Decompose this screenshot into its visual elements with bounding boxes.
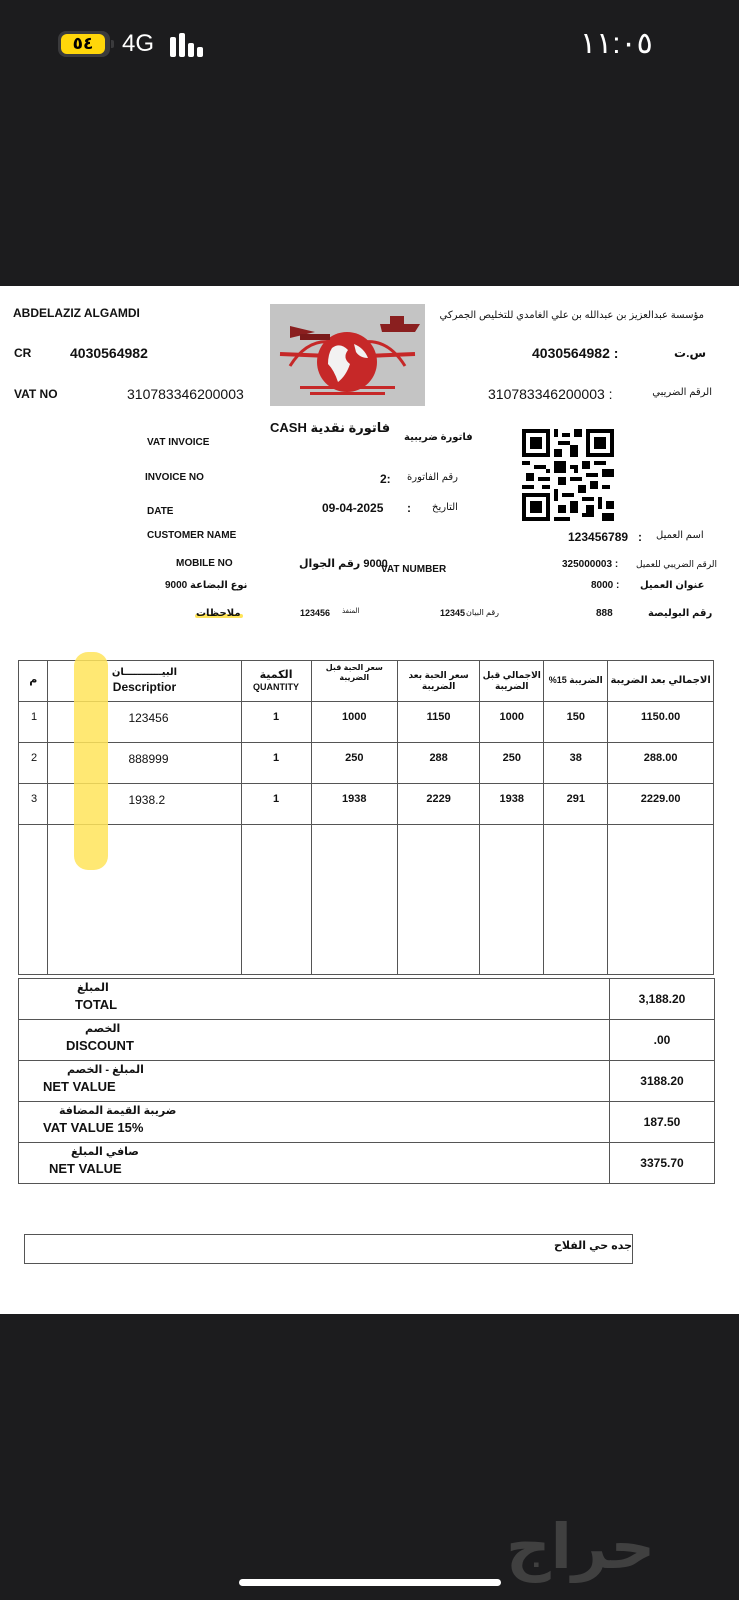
row-description: 123456 (48, 702, 241, 743)
row-description: 888999 (48, 743, 241, 784)
col-unit-pre-tax-header: سعر الحبة قبل الضريبة (311, 661, 397, 702)
customer-name-label-ar: اسم العميل (656, 530, 704, 541)
company-name-en: ABDELAZIZ ALGAMDI (13, 306, 140, 320)
total-label-ar: المبلغ (77, 982, 109, 994)
col-quantity-header: الكمية QUANTITY (241, 661, 311, 702)
mobile-value: 9000 رقم الجوال (299, 558, 388, 570)
total-value: 3,188.20 (610, 979, 715, 1020)
table-row (19, 743, 714, 784)
vat-label-ar: الرقم الضريبي (652, 387, 712, 398)
row-unit-post-tax: 2229 (397, 784, 479, 825)
customer-vat-value: 325000003 : (562, 559, 619, 570)
totals-table (18, 978, 715, 1184)
vat-value-label-ar: ضريبة القيمة المضافة (59, 1105, 177, 1117)
col-total-post-tax-header: الاجمالي بعد الضريبة (608, 661, 714, 702)
invoice-no-label-ar: رقم الفاتورة (407, 472, 458, 483)
row-index: 3 (19, 784, 48, 825)
customer-vat-label-ar: الرقم الضريبي للعميل (636, 559, 718, 569)
company-name-ar: مؤسسة عبدالعزيز بن عبدالله بن علي الغامدي للتخليص الجمركي (439, 310, 704, 321)
row-quantity: 1 (241, 743, 311, 784)
network-type: 4G (122, 30, 155, 57)
row-total-post-tax: 1150.00 (608, 702, 714, 743)
row-unit-pre-tax: 250 (311, 743, 397, 784)
highlight-mark (74, 652, 108, 870)
declaration-value: 12345 (440, 608, 466, 618)
vat-value-ar: 310783346200003 : (488, 386, 613, 402)
cr-value-ar: 4030564982 : (532, 345, 619, 361)
port-value: 123456 (300, 608, 331, 618)
grand-total-label-ar: صافي المبلغ (71, 1146, 139, 1158)
vat-value-label: VAT VALUE 15% (43, 1120, 144, 1135)
row-total-post-tax: 288.00 (608, 743, 714, 784)
date-separator: : (407, 501, 411, 515)
net-value: 3188.20 (610, 1061, 715, 1102)
total-label: TOTAL (75, 997, 118, 1012)
net-value-label-ar: المبلغ - الخصم (67, 1064, 144, 1076)
customer-address-value: 8000 : (591, 580, 620, 591)
items-table (18, 660, 714, 975)
total-row (19, 979, 715, 1020)
net-value-label: NET VALUE (43, 1079, 116, 1094)
row-tax: 291 (544, 784, 608, 825)
haraj-watermark: حراج (506, 1513, 656, 1582)
grand-total-value: 3375.70 (610, 1143, 715, 1184)
col-index-header: م (19, 661, 48, 702)
cr-label-ar: س.ت (674, 346, 706, 360)
row-description: 1938.2 (48, 784, 241, 825)
cr-label: CR (14, 346, 32, 360)
customer-id-value: 123456789 (568, 530, 629, 544)
cash-invoice-title: فاتورة نقدية CASH (270, 420, 391, 435)
address-box (24, 1234, 633, 1264)
net-value-row (19, 1061, 715, 1102)
row-unit-pre-tax: 1938 (311, 784, 397, 825)
invoice-no-label: INVOICE NO (145, 472, 204, 483)
status-bar (0, 0, 739, 90)
row-total-pre-tax: 1938 (480, 784, 544, 825)
discount-value: .00 (610, 1020, 715, 1061)
vat-value: 187.50 (610, 1102, 715, 1143)
row-total-pre-tax: 1000 (480, 702, 544, 743)
vat-value: 310783346200003 (127, 386, 244, 402)
invoice-document (0, 286, 739, 1314)
vat-label: VAT NO (14, 387, 58, 401)
signal-icon (170, 31, 210, 57)
customer-name-label: CUSTOMER NAME (147, 530, 237, 541)
vat-invoice-label-ar: فاتورة ضريبية (404, 432, 473, 443)
row-index: 2 (19, 743, 48, 784)
battery-icon (58, 31, 110, 57)
table-row (19, 784, 714, 825)
goods-type: نوع البضاعة 9000 (165, 580, 248, 591)
row-total-pre-tax: 250 (480, 743, 544, 784)
vat-number-label: VAT NUMBER (381, 564, 447, 575)
row-tax: 150 (544, 702, 608, 743)
battery-level: ٥٤ (61, 34, 105, 54)
row-tax: 38 (544, 743, 608, 784)
qr-code (522, 429, 614, 521)
row-unit-post-tax: 288 (397, 743, 479, 784)
customer-address-label-ar: عنوان العميل (640, 580, 705, 591)
policy-label-ar: رقم البوليصة (648, 608, 713, 619)
port-label-ar: المنفذ (342, 608, 360, 615)
row-unit-pre-tax: 1000 (311, 702, 397, 743)
row-total-post-tax: 2229.00 (608, 784, 714, 825)
row-index: 1 (19, 702, 48, 743)
grand-total-label: NET VALUE (49, 1161, 122, 1176)
discount-label-ar: الخصم (85, 1023, 121, 1035)
notes-label-ar: ملاحظات (196, 608, 241, 619)
col-total-pre-tax-header: الاجمالي قبل الضريبة (480, 661, 544, 702)
table-row (19, 702, 714, 743)
row-quantity: 1 (241, 702, 311, 743)
mobile-label: MOBILE NO (176, 558, 233, 569)
date-label-ar: التاريخ (432, 502, 458, 513)
policy-value: 888 (596, 608, 613, 619)
discount-label: DISCOUNT (66, 1038, 134, 1053)
table-empty-row (19, 825, 714, 975)
date-value: 09-04-2025 (322, 501, 384, 515)
cr-value: 4030564982 (70, 345, 148, 361)
invoice-no-value: 2: (380, 472, 391, 486)
table-header-row (19, 661, 714, 702)
declaration-label-ar: رقم البيان (466, 608, 500, 617)
discount-row (19, 1020, 715, 1061)
col-unit-post-tax-header: سعر الحبة بعد الضريبة (397, 661, 479, 702)
row-quantity: 1 (241, 784, 311, 825)
clock: ١١:٠٥ (580, 27, 653, 60)
address-text: جده حي الفلاح (553, 1240, 632, 1252)
customer-id-separator: : (638, 530, 642, 544)
col-tax-header: الضريبة 15% (544, 661, 608, 702)
row-unit-post-tax: 1150 (397, 702, 479, 743)
date-label: DATE (147, 506, 174, 517)
company-logo (270, 304, 425, 406)
grand-total-row (19, 1143, 715, 1184)
col-description-header: البيـــــــــــان Descriptior (48, 661, 241, 702)
home-indicator[interactable] (239, 1579, 501, 1586)
vat-value-row (19, 1102, 715, 1143)
vat-invoice-label: VAT INVOICE (147, 437, 210, 448)
